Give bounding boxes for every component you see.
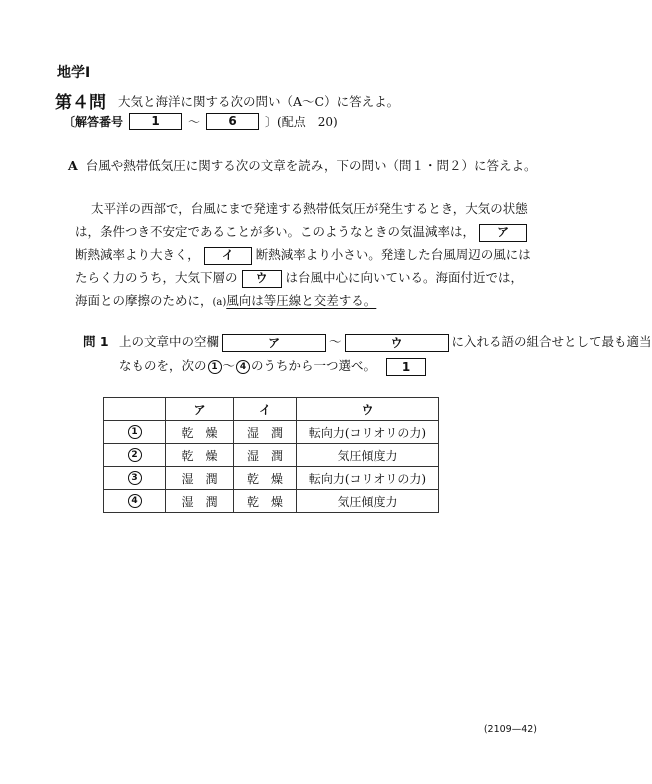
table-header-u: ウ	[297, 398, 439, 421]
section-a-letter: A	[68, 158, 78, 173]
question-1-line-2	[83, 354, 563, 378]
table-cell-a: 湿 潤	[166, 467, 234, 490]
blank-box-i: イ	[204, 247, 252, 265]
answer-box-last: 6	[206, 113, 259, 130]
table-cell-i: 乾 燥	[234, 467, 297, 490]
question-1-line-1	[83, 330, 652, 354]
option-number-cell	[104, 444, 166, 467]
option-number-cell	[104, 467, 166, 490]
table-row	[104, 421, 439, 444]
passage-line-3a: 断熱減率より大きく，	[75, 247, 200, 262]
choices-table	[103, 397, 439, 513]
passage-line-4a: たらく力のうち，大気下層の	[75, 270, 238, 285]
option-number: 3	[128, 471, 142, 485]
passage-line-4	[75, 266, 555, 289]
table-header-row	[104, 398, 439, 421]
question-1-text-d: のうちから一つ選べ。	[251, 358, 377, 373]
table-row	[104, 490, 439, 513]
option-number: 2	[128, 448, 142, 462]
table-cell-u: 転向力(コリオリの力)	[297, 467, 439, 490]
passage	[75, 197, 555, 312]
question-number: 第４問	[55, 93, 106, 113]
q1-tilde: ～	[329, 334, 342, 349]
question-1-label: 問 1	[83, 334, 109, 349]
section-a-heading	[68, 156, 536, 174]
passage-line-3	[75, 243, 555, 266]
table-row	[104, 467, 439, 490]
table-cell-i: 乾 燥	[234, 490, 297, 513]
question-1-text-c: なものを，次の	[119, 358, 207, 373]
page-code: (2109—42)	[483, 724, 537, 735]
passage-line-2-text: は，条件つき不安定であることが多い。このようなときの気温減率は，	[75, 224, 476, 239]
answer-box-first: 1	[129, 113, 182, 130]
option-number-cell	[104, 490, 166, 513]
answer-range	[63, 110, 338, 132]
question-1-text-a: 上の文章中の空欄	[119, 334, 220, 349]
table-cell-u: 気圧傾度力	[297, 490, 439, 513]
answer-range-suffix: 〕(配点 20)	[265, 114, 338, 129]
underline-marker-a: (a)	[212, 297, 227, 308]
passage-line-3b: 断熱減率より小さい。発達した台風周辺の風には	[255, 247, 531, 262]
passage-line-5a: 海面との摩擦のために，	[75, 293, 213, 308]
passage-line-5	[75, 289, 555, 312]
blank-box-a: ア	[479, 224, 527, 242]
answer-box-1: 1	[386, 358, 426, 376]
subject-title: 地学Ⅰ	[57, 65, 91, 81]
blank-box-u: ウ	[242, 270, 282, 288]
q1-blank-from: ア	[222, 334, 326, 352]
passage-line-4b: は台風中心に向いている。海面付近では，	[285, 270, 524, 285]
table-cell-i: 湿 潤	[234, 444, 297, 467]
q1-blank-to: ウ	[345, 334, 449, 352]
option-circle-last: 4	[236, 360, 250, 374]
table-cell-u: 気圧傾度力	[297, 444, 439, 467]
table-cell-i: 湿 潤	[234, 421, 297, 444]
option-number: 4	[128, 494, 142, 508]
q1-tilde-2: ～	[222, 358, 236, 373]
section-a-instruction: 台風や熱帯低気圧に関する次の文章を読み，下の問い（問１・問２）に答えよ。	[85, 158, 537, 173]
table-cell-u: 転向力(コリオリの力)	[297, 421, 439, 444]
passage-line-2	[75, 220, 555, 243]
option-circle-first: 1	[208, 360, 222, 374]
passage-line-1: 太平洋の西部で，台風にまで発達する熱帯低気圧が発生するとき，大気の状態	[91, 201, 528, 216]
answer-range-tilde: ～	[188, 114, 201, 129]
option-number: 1	[128, 425, 142, 439]
table-header-i: イ	[234, 398, 297, 421]
question-intro: 大気と海洋に関する次の問い（A～C）に答えよ。	[118, 94, 400, 109]
table-row	[104, 444, 439, 467]
table-cell-a: 乾 燥	[166, 444, 234, 467]
question-1-text-b: に入れる語の組合せとして最も適当	[451, 334, 652, 349]
table-cell-a: 湿 潤	[166, 490, 234, 513]
table-header-blank	[104, 398, 166, 421]
underlined-phrase-a: 風向は等圧線と交差する。	[226, 293, 377, 308]
table-header-a: ア	[166, 398, 234, 421]
table-cell-a: 乾 燥	[166, 421, 234, 444]
question-1	[83, 330, 652, 378]
answer-range-prefix: 〔解答番号	[63, 114, 124, 129]
option-number-cell	[104, 421, 166, 444]
